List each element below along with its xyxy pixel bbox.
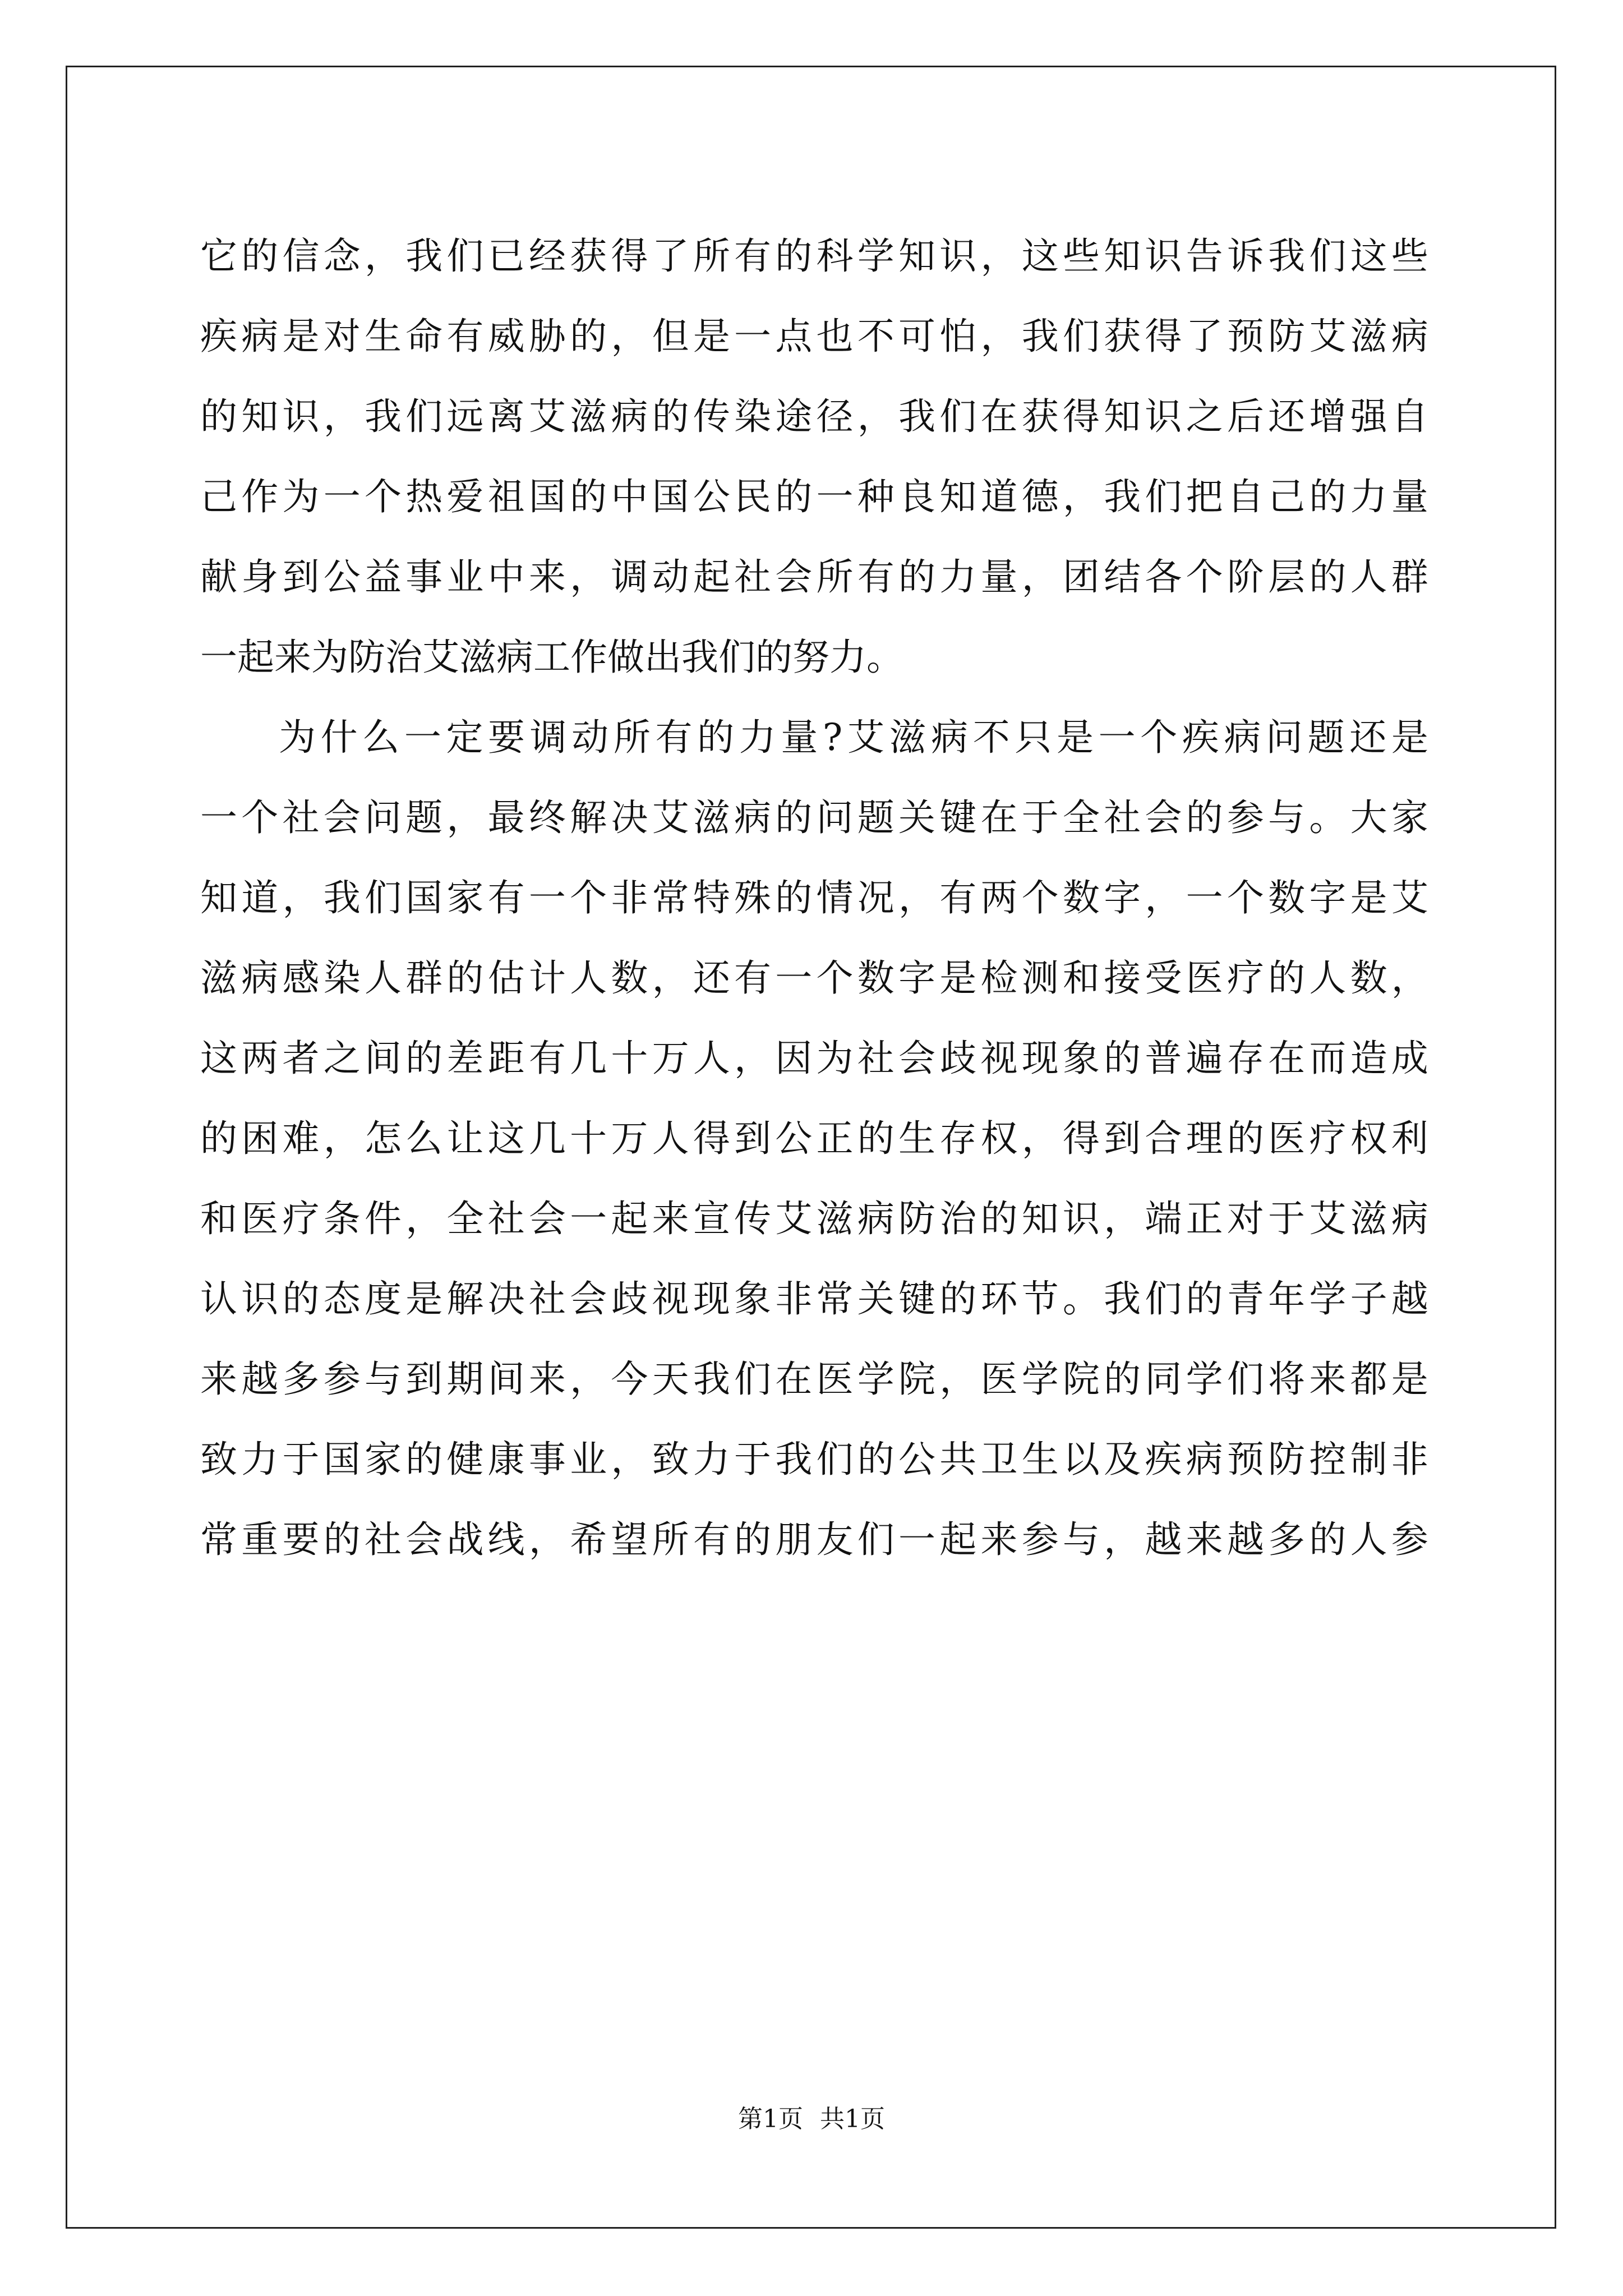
text-line: 为 什 么 一 定 要 调 动 所 有 的 力 量 ? 艾 滋 病 不 只 是 一 个 疾 病 问 题 还 是 bbox=[279, 716, 1428, 759]
text-line: 的 知 识 ， 我 们 远 离 艾 滋 病 的 传 染 途 径 ， 我 们 在 获 得 知 识 之 后 还 增 强 自 bbox=[200, 395, 1428, 438]
text-line: 常 重 要 的 社 会 战 线 ， 希 望 所 有 的 朋 友 们 一 起 来 参 与 ， 越 来 越 多 的 人 参 bbox=[200, 1518, 1428, 1561]
text-line: 知 道 ， 我 们 国 家 有 一 个 非 常 特 殊 的 情 况 ， 有 两 个 数 字 ， 一 个 数 字 是 艾 bbox=[200, 876, 1428, 919]
text-line: 疾 病 是 对 生 命 有 威 胁 的 ， 但 是 一 点 也 不 可 怕 ， 我 们 获 得 了 预 防 艾 滋 病 bbox=[200, 315, 1428, 358]
text-line: 认 识 的 态 度 是 解 决 社 会 歧 视 现 象 非 常 关 键 的 环 节 。 我 们 的 青 年 学 子 越 bbox=[200, 1277, 1428, 1320]
text-line: 献 身 到 公 益 事 业 中 来 ， 调 动 起 社 会 所 有 的 力 量 ， 团 结 各 个 阶 层 的 人 群 bbox=[200, 555, 1428, 599]
text-line: 来 越 多 参 与 到 期 间 来 ， 今 天 我 们 在 医 学 院 ， 医 学 院 的 同 学 们 将 来 都 是 bbox=[200, 1358, 1428, 1401]
page-footer bbox=[0, 2099, 1623, 2134]
text-line: 一 个 社 会 问 题 ， 最 终 解 决 艾 滋 病 的 问 题 关 键 在 于 全 社 会 的 参 与 。 大 家 bbox=[200, 796, 1428, 839]
text-line: 己 作 为 一 个 热 爱 祖 国 的 中 国 公 民 的 一 种 良 知 道 德 ， 我 们 把 自 己 的 力 量 bbox=[200, 475, 1428, 518]
text-line: 致 力 于 国 家 的 健 康 事 业 ， 致 力 于 我 们 的 公 共 卫 生 以 及 疾 病 预 防 控 制 非 bbox=[200, 1438, 1428, 1481]
page-total: 共1页 bbox=[820, 2105, 885, 2133]
document-body bbox=[200, 216, 1428, 1580]
text-line: 这 两 者 之 间 的 差 距 有 几 十 万 人 ， 因 为 社 会 歧 视 现 象 的 普 遍 存 在 而 造 成 bbox=[200, 1037, 1428, 1080]
text-line: 的 困 难 ， 怎 么 让 这 几 十 万 人 得 到 公 正 的 生 存 权 ， 得 到 合 理 的 医 疗 权 利 bbox=[200, 1117, 1428, 1160]
text-line: 一起来为防治艾滋病工作做出我们的努力。 bbox=[200, 636, 903, 679]
text-line: 它 的 信 念 ， 我 们 已 经 获 得 了 所 有 的 科 学 知 识 ， 这 些 知 识 告 诉 我 们 这 些 bbox=[200, 234, 1428, 278]
text-line: 和 医 疗 条 件 ， 全 社 会 一 起 来 宣 传 艾 滋 病 防 治 的 知 识 ， 端 正 对 于 艾 滋 病 bbox=[200, 1197, 1428, 1240]
text-line: 滋 病 感 染 人 群 的 估 计 人 数 ， 还 有 一 个 数 字 是 检 测 和 接 受 医 疗 的 人 数 ， bbox=[200, 956, 1428, 1000]
page-number: 第1页 bbox=[738, 2105, 803, 2133]
